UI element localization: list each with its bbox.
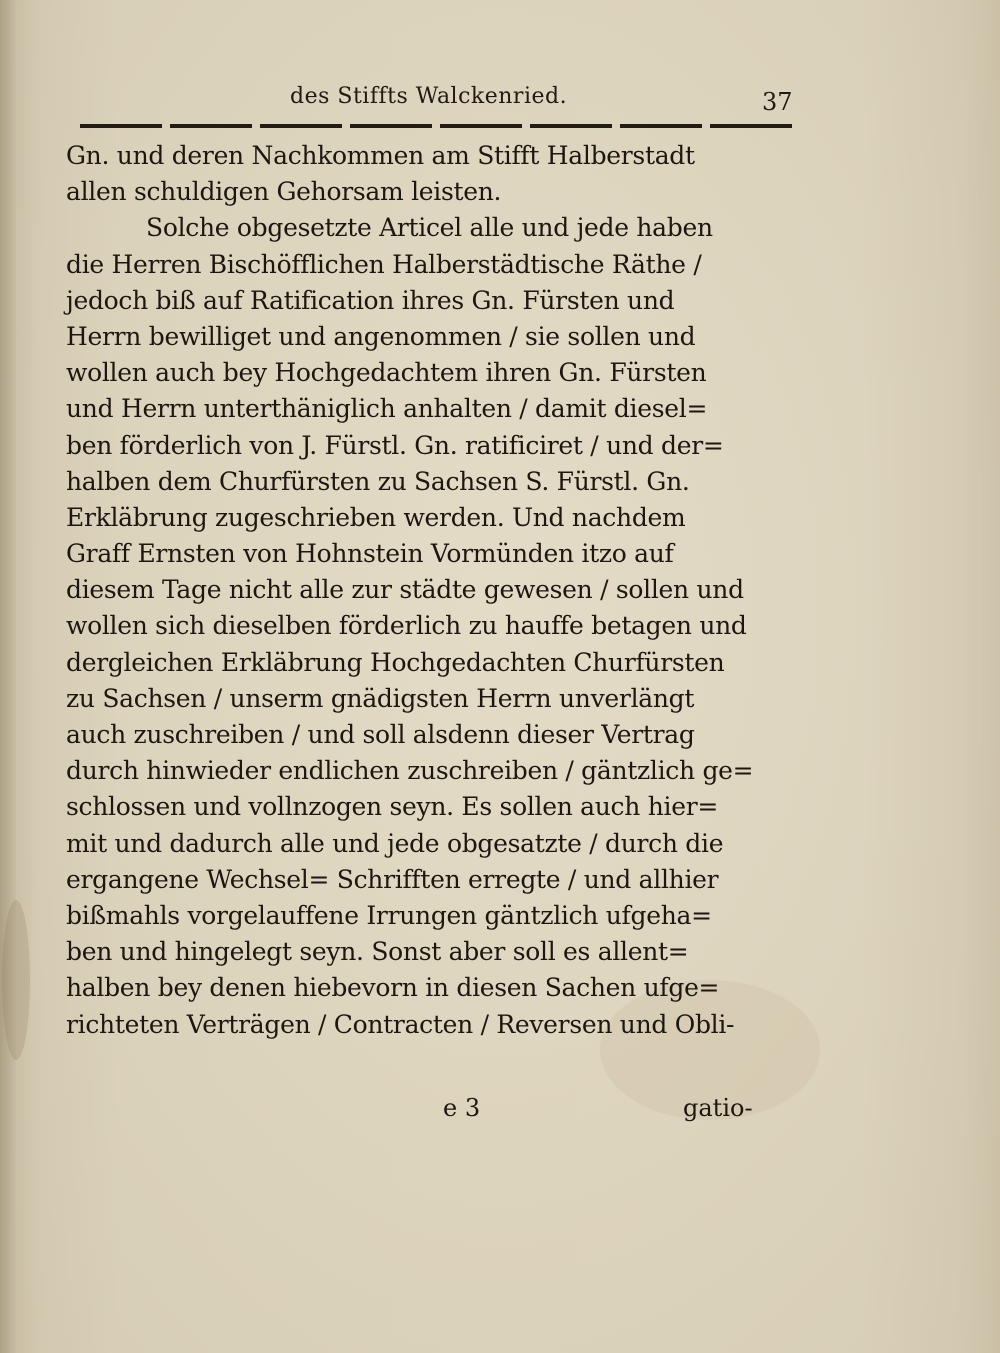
text-line: Solche obgesetzte Articel alle und jede haben [146,213,713,243]
header-rule [80,124,792,128]
text-line: wollen sich dieselben förderlich zu hauffe betagen und [66,611,747,641]
text-line: ben und hingelegt seyn. Sonst aber soll es allent= [66,937,689,967]
text-line: halben bey denen hiebevorn in diesen Sachen ufge= [66,973,720,1003]
signature-mark: e 3 [443,1094,481,1122]
text-line: ergangene Wechsel= Schrifften erregte / und allhier [66,864,719,894]
page-number: 37 [762,88,793,116]
text-line: die Herren Bischöfflichen Halberstädtische Räthe / [66,249,702,279]
body-text [66,138,796,1043]
binding-edge [0,0,16,1353]
text-line: bißmahls vorgelauffene Irrungen gäntzlich ufgeha= [66,900,712,930]
text-line: wollen auch bey Hochgedachtem ihren Gn. Fürsten [66,358,707,388]
text-line: mit und dadurch alle und jede obgesatzte / durch die [66,828,724,858]
text-line: allen schuldigen Gehorsam leisten. [66,177,502,207]
text-line: durch hinwieder endlichen zuschreiben / gäntzlich ge= [66,756,754,786]
text-line: Gn. und deren Nachkommen am Stifft Halberstadt [66,141,695,170]
text-line: jedoch biß auf Ratification ihres Gn. Fürsten und [66,285,675,315]
catchword: gatio- [683,1094,753,1122]
text-line: Graff Ernsten von Hohnstein Vormünden itzo auf [66,539,674,569]
text-line: ben förderlich von J. Fürstl. Gn. ratificiret / und der= [66,430,724,460]
text-line: diesem Tage nicht alle zur städte gewesen / sollen und [66,575,744,605]
text-line: Erkläbrung zugeschrieben werden. Und nachdem [66,502,686,532]
running-head: des Stiffts Walckenried. [290,84,568,109]
text-line: schlossen und vollnzogen seyn. Es sollen auch hier= [66,792,718,822]
text-line: richteten Verträgen / Contracten / Reversen und Obli- [66,1009,735,1039]
text-line: dergleichen Erkläbrung Hochgedachten Churfürsten [66,647,725,677]
text-line: und Herrn unterthäniglich anhalten / damit diesel= [66,394,708,424]
text-line: halben dem Churfürsten zu Sachsen S. Fürstl. Gn. [66,466,690,496]
page-footer [0,1094,1000,1134]
text-line: zu Sachsen / unserm gnädigsten Herrn unverlängt [66,683,695,713]
text-line: Herrn bewilliget und angenommen / sie sollen und [66,321,696,351]
text-line: auch zuschreiben / und soll alsdenn dieser Vertrag [66,720,695,749]
